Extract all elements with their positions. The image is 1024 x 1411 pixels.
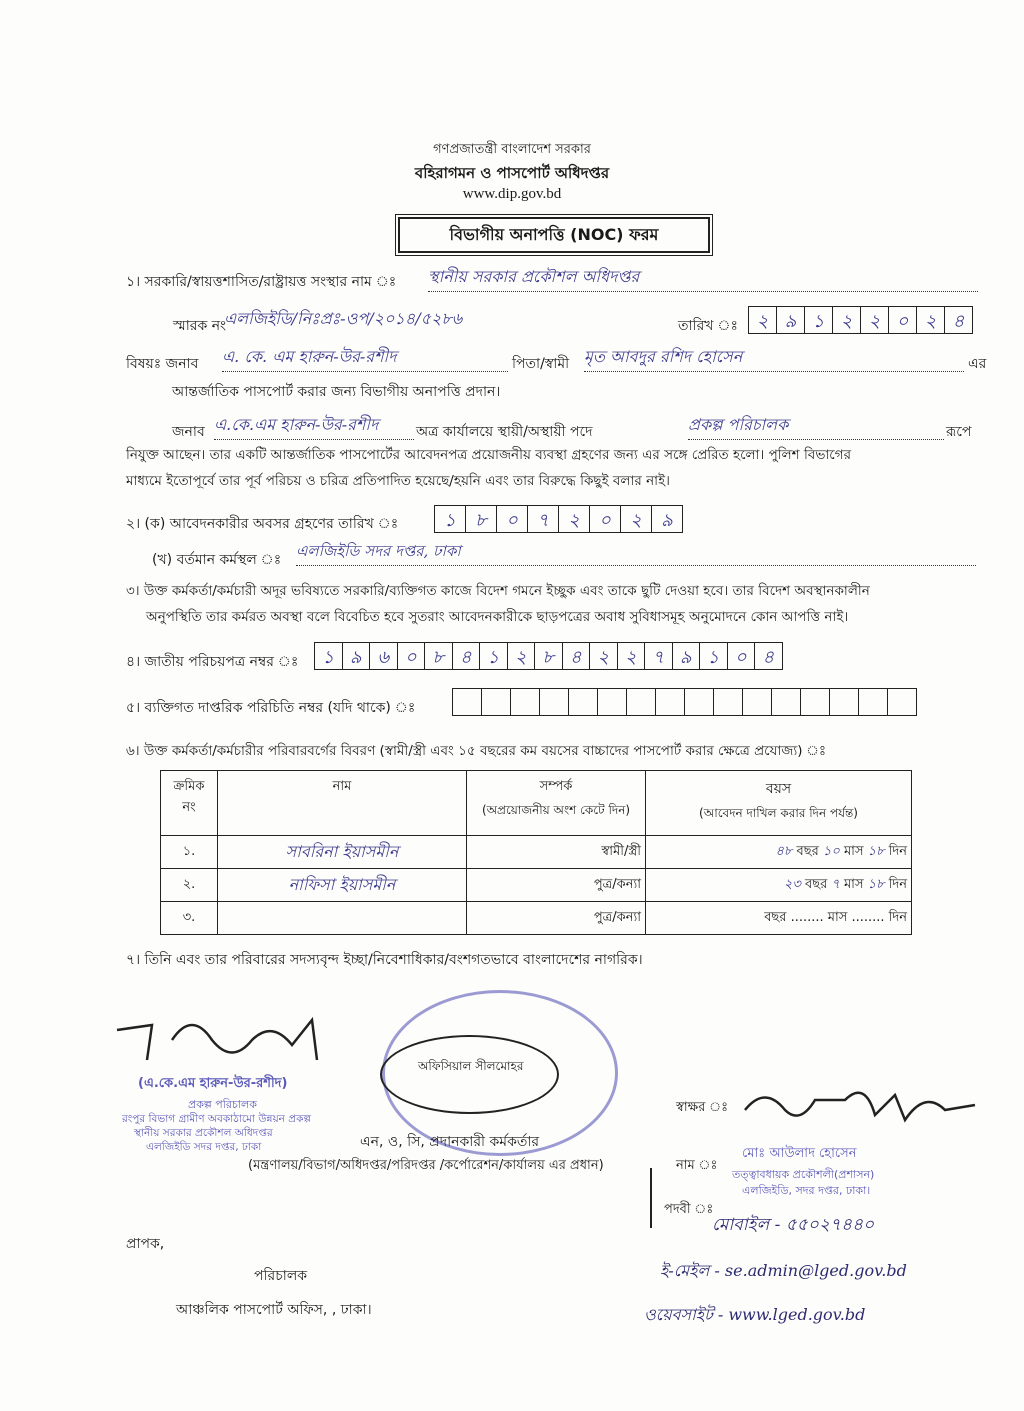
- nid-digit: ৪: [453, 643, 481, 669]
- right-signature: [740, 1080, 990, 1130]
- row-age: বছর ........ মাস ........ দিন: [646, 902, 912, 935]
- date-digit: ২: [833, 307, 861, 333]
- retire-digit: ২: [621, 506, 652, 532]
- nid-digit: ২: [590, 643, 618, 669]
- recipient-title: পরিচালক: [254, 1268, 308, 1284]
- signatory-email: ই-মেইল - se.admin@lged.gov.bd: [660, 1261, 907, 1280]
- item1-label: ১। সরকারি/স্বায়ত্তশাসিত/রাষ্ট্রায়ত্ত সংস্থার নাম ঃ: [126, 274, 397, 290]
- workplace-label: (খ) বর্তমান কর্মস্থল ঃ: [152, 552, 282, 568]
- department-name: বহিরাগমন ও পাসপোর্ট অধিদপ্তর: [414, 164, 610, 182]
- age-days: ১৮: [867, 843, 885, 859]
- month-word: মাস: [843, 843, 864, 859]
- relation-header-title: সম্পর্ক: [539, 779, 573, 794]
- pid-digit: [830, 689, 859, 715]
- retire-digit: ১: [435, 506, 466, 532]
- row-relation: পুত্র/কন্যা: [467, 869, 646, 902]
- row-relation: পুত্র/কন্যা: [467, 902, 646, 935]
- subject-name: এ. কে. এম হারুন-উর-রশীদ: [222, 344, 508, 372]
- org-name: স্থানীয় সরকার প্রকৌশল অধিদপ্তর: [428, 264, 978, 292]
- signatory-web: ওয়েবসাইট - www.lged.gov.bd: [644, 1305, 866, 1324]
- month-word: মাস: [843, 876, 864, 892]
- date-digit: ৯: [777, 307, 805, 333]
- date-digit: ২: [749, 307, 777, 333]
- memo-date-boxes: [748, 306, 973, 334]
- father-label: পিতা/স্বামী: [512, 356, 570, 372]
- table-row: [161, 902, 912, 935]
- subject-prefix: বিষয়ঃ জনাব: [126, 356, 199, 372]
- noc-officer-line2: (মন্ত্রণালয়/বিভাগ/অধিদপ্তর/পরিদপ্তর /কর্পোরেশন/কার্যালয় এর প্রধান): [248, 1158, 604, 1173]
- left-stamp-line4: এলজিইডি সদর দপ্তর, ঢাকা: [146, 1141, 262, 1153]
- retire-digit: ৮: [466, 506, 497, 532]
- nid-digit: ৪: [563, 643, 591, 669]
- personal-id-boxes: [452, 688, 917, 716]
- age-days: ১৮: [867, 876, 885, 892]
- post-label: পদবী ঃ: [664, 1202, 714, 1217]
- age-years: ২৩: [783, 876, 801, 892]
- personal-id-label: ৫। ব্যক্তিগত দাপ্তরিক পরিচিতি নম্বর (যদি থাকে) ঃ: [126, 700, 416, 716]
- father-name: মৃত আবদুর রশিদ হোসেন: [584, 344, 964, 372]
- row-serial: ১.: [161, 836, 218, 869]
- nid-digit: ৮: [535, 643, 563, 669]
- left-signature: [112, 1010, 342, 1070]
- age-header-title: বয়স: [765, 781, 792, 797]
- age-months: ৭: [831, 876, 840, 892]
- row-serial: ২.: [161, 869, 218, 902]
- relation-header-note: (অপ্রয়োজনীয় অংশ কেটে দিন): [481, 803, 631, 817]
- pid-digit: [772, 689, 801, 715]
- row-relation: স্বামী/স্ত্রী: [467, 836, 646, 869]
- nid-label: ৪। জাতীয় পরিচয়পত্র নম্বর ঃ: [126, 654, 299, 670]
- nid-digit: ১: [480, 643, 508, 669]
- pid-digit: [453, 689, 482, 715]
- para-end: রূপে: [946, 424, 972, 440]
- year-word: বছর: [764, 909, 787, 925]
- nid-digit: ৯: [343, 643, 371, 669]
- name-header: নাম: [218, 771, 467, 836]
- nid-digit: ২: [618, 643, 646, 669]
- signatory-phone: মোবাইল - ৫৫০২৭৪৪০: [712, 1215, 875, 1235]
- signatory-title1: তত্ত্বাবধায়ক প্রকৌশলী(প্রশাসন): [732, 1168, 875, 1181]
- pid-digit: [569, 689, 598, 715]
- retire-digit: ৭: [528, 506, 559, 532]
- row-age: [646, 869, 912, 902]
- retire-digit: ২: [559, 506, 590, 532]
- retire-date-boxes: [434, 505, 683, 533]
- row-name: নাফিসা ইয়াসমীন: [218, 869, 467, 902]
- left-stamp-line2: রংপুর বিভাগ গ্রামীণ অবকাঠামো উন্নয়ন প্রকল্প: [122, 1113, 311, 1125]
- workplace: এলজিইডি সদর দপ্তর, ঢাকা: [296, 540, 976, 566]
- year-word: বছর: [804, 876, 828, 892]
- nid-digit: ৬: [370, 643, 398, 669]
- noc-officer-line1: এন, ও, সি, প্রদানকারী কর্মকর্তার: [360, 1134, 540, 1150]
- subject-suffix: এর: [968, 356, 987, 372]
- nid-digit: ০: [398, 643, 426, 669]
- pid-digit: [540, 689, 569, 715]
- left-stamp-line3: স্থানীয় সরকার প্রকৌশল অধিদপ্তর: [134, 1127, 273, 1139]
- pid-digit: [685, 689, 714, 715]
- seal-label: অফিসিয়াল সীলমোহর: [418, 1059, 524, 1073]
- year-word: বছর: [796, 843, 819, 859]
- family-label: ৬। উক্ত কর্মকর্তা/কর্মচারীর পরিবারবর্গের বিবরণ (স্বামী/স্ত্রী এবং ১৫ বছরের কম বয়সের বাচ্চাদের পাসপোর্ট করার ক্ষেত্রে প্রযোজ্য) ঃ: [126, 743, 827, 759]
- subject-line2: আন্তর্জাতিক পাসপোর্ট করার জন্য বিভাগীয় অনাপত্তি প্রদান।: [172, 384, 501, 400]
- row-name: [218, 902, 467, 935]
- website: www.dip.gov.bd: [462, 186, 562, 202]
- nid-digit: ০: [728, 643, 756, 669]
- signatory-name: মোঃ আউলাদ হোসেন: [742, 1146, 857, 1161]
- para-name: এ.কে.এম হারুন-উর-রশীদ: [214, 412, 414, 440]
- pid-digit: [743, 689, 772, 715]
- date-digit: ২: [861, 307, 889, 333]
- day-word: দিন: [888, 876, 907, 892]
- table-row: [161, 836, 912, 869]
- retire-label: ২। (ক) আবেদনকারীর অবসর গ্রহণের তারিখ ঃ: [126, 516, 399, 532]
- date-digit: ২: [917, 307, 945, 333]
- para-prefix: জনাব: [172, 424, 205, 440]
- row-name: সাবরিনা ইয়াসমীন: [218, 836, 467, 869]
- item3-line2: অনুপস্থিতি তার কর্মরত অবস্থা বলে বিবেচিত হবে সুতরাং আবেদনকারীকে ছাড়পত্রের অবাধ সুবিধাসমূহ অনুমোদনে কোন আপত্তি নাই।: [146, 609, 849, 625]
- signatory-title2: এলজিইডি, সদর দপ্তর, ঢাকা।: [742, 1184, 871, 1197]
- nid-boxes: [314, 642, 783, 670]
- day-word: দিন: [888, 909, 907, 925]
- item7-text: ৭। তিনি এবং তার পরিবারের সদস্যবৃন্দ ইচ্ছা/নিবেশাধিকার/বংশগতভাবে বাংলাদেশের নাগরিক।: [126, 952, 643, 968]
- family-table: [160, 770, 912, 935]
- age-months: ১০: [822, 843, 840, 859]
- pid-digit: [511, 689, 540, 715]
- retire-digit: ৯: [661, 510, 673, 531]
- date-digit: ৪: [952, 311, 965, 332]
- retire-digit: ০: [590, 506, 621, 532]
- pid-digit: [627, 689, 656, 715]
- nid-digit: ২: [508, 643, 536, 669]
- age-header-note: (আবেদন দাখিল করার দিন পর্যন্ত): [699, 806, 858, 820]
- nid-digit: ৭: [645, 643, 673, 669]
- pid-digit: [656, 689, 685, 715]
- pid-digit: [482, 689, 511, 715]
- memo-number: এলজিইডি/নিঃপ্রঃ-ওপ/২০১৪/৫২৮৬: [224, 309, 463, 328]
- age-header: [646, 771, 912, 836]
- govt-name: গণপ্রজাতন্ত্রী বাংলাদেশ সরকার: [433, 142, 591, 157]
- item3-line1: ৩। উক্ত কর্মকর্তা/কর্মচারী অদূর ভবিষ্যতে সরকারি/ব্যক্তিগত কাজে বিদেশ গমনে ইচ্ছুক এবং তাকে ছুটি দেওয়া হবে। তার বিদেশ অবস্থানকালীন: [126, 583, 870, 599]
- age-years: ৪৮: [775, 843, 793, 859]
- nid-digit: ১: [315, 643, 343, 669]
- pid-digit: [888, 689, 916, 715]
- pid-digit: [598, 689, 627, 715]
- para-line2: নিযুক্ত আছেন। তার একটি আন্তর্জাতিক পাসপোর্টের আবেদনপত্র প্রয়োজনীয় ব্যবস্থা গ্রহণের জন্য এর সঙ্গে প্রেরিত হলো। পুলিশ বিভাগের: [126, 447, 851, 463]
- date-digit: ০: [889, 307, 917, 333]
- serial-header: ক্রমিক নং: [161, 771, 218, 836]
- table-row: [161, 869, 912, 902]
- nid-digit: ৪: [762, 647, 775, 668]
- form-title: বিভাগীয় অনাপত্তি (NOC) ফরম: [398, 217, 710, 253]
- retire-digit: ০: [497, 506, 528, 532]
- left-stamp-name: (এ.কে.এম হারুন-উর-রশীদ): [138, 1076, 288, 1091]
- nid-digit: ১: [700, 643, 728, 669]
- recipient-office: আঞ্চলিক পাসপোর্ট অফিস, , ঢাকা।: [176, 1302, 372, 1318]
- signatory-divider: [650, 1168, 652, 1228]
- left-stamp-line1: প্রকল্প পরিচালক: [188, 1098, 257, 1111]
- relation-header: [467, 771, 646, 836]
- para-mid: অত্র কার্যালয়ে স্থায়ী/অস্থায়ী পদে: [416, 424, 593, 440]
- name-label: নাম ঃ: [676, 1158, 718, 1173]
- sign-label: স্বাক্ষর ঃ: [676, 1100, 729, 1115]
- recipient-label: প্রাপক,: [126, 1236, 165, 1252]
- month-word: মাস: [827, 909, 848, 925]
- pid-digit: [714, 689, 743, 715]
- para-post: প্রকল্প পরিচালক: [688, 412, 944, 440]
- memo-label: স্মারক নং: [173, 318, 227, 334]
- family-header-row: [161, 771, 912, 836]
- row-serial: ৩.: [161, 902, 218, 935]
- date-digit: ১: [805, 307, 833, 333]
- date-label: তারিখ ঃ: [678, 318, 738, 334]
- pid-digit: [801, 689, 830, 715]
- nid-digit: ৯: [673, 643, 701, 669]
- day-word: দিন: [888, 843, 907, 859]
- para-line3: মাধ্যমে ইতোপূর্বে তার পূর্ব পরিচয় ও চরিত্র প্রতিপাদিত হয়েছে/হয়নি এবং তার বিরুদ্ধে কিছুই বলার নাই।: [126, 473, 670, 489]
- pid-digit: [859, 689, 888, 715]
- nid-digit: ৮: [425, 643, 453, 669]
- row-age: [646, 836, 912, 869]
